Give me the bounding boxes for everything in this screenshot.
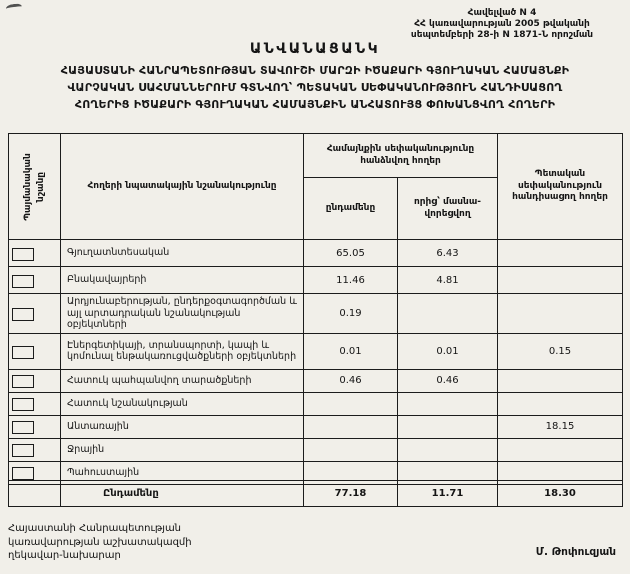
value-of-which [398, 294, 498, 334]
legend-symbol-box [12, 275, 34, 288]
value-state: 18.15 [498, 415, 623, 438]
value-of-which [398, 415, 498, 438]
land-category-label: Էներգետիկայի, տրանսպորտի, կապի և կոմունալ ենթակառուցվածքների օբյեկտների [61, 333, 304, 369]
value-total: 65.05 [304, 240, 398, 267]
subtitle-line: ՀՈՂԵՐԻՑ ԻԾԱՔԱՐԻ ԳՅՈՒՂԱԿԱՆ ՀԱՄԱՅՆՔԻՆ ԱՆՀԱՏՈՒՅՑ ՓՈԽԱՆՑՎՈՂ ՀՈՂԵՐԻ [74, 98, 556, 111]
value-of-which: 0.01 [398, 333, 498, 369]
annex-reference [382, 8, 622, 41]
header-symbol-line1: Պայմանական [22, 152, 33, 221]
value-of-which [398, 438, 498, 461]
table-row [9, 240, 623, 267]
signature-line: ղեկավար-նախարար [8, 550, 121, 561]
table-row [9, 415, 623, 438]
legend-symbol-box [12, 444, 34, 457]
header-total: ընդամենը [304, 178, 398, 240]
land-category-label: Ջրային [61, 438, 304, 461]
subtitle-line: ՎԱՐՉԱԿԱՆ ՍԱՀՄԱՆՆԵՐՈՒՄ ԳՏՆՎՈՂ՝ ՊԵՏԱԿԱՆ ՍԵՓԱԿԱՆՈՒԹՅՈՒՆ ՀԱՆԴԻՍԱՑՈՂ [67, 81, 563, 94]
value-of-which: 4.81 [398, 267, 498, 294]
table-row [9, 438, 623, 461]
header-state-lands: Պետական սեփականություն հանդիսացող հողեր [498, 134, 623, 240]
legend-symbol-cell [9, 294, 61, 334]
value-total [304, 438, 398, 461]
legend-symbol-cell [9, 240, 61, 267]
table-row [9, 333, 623, 369]
value-total: 11.46 [304, 267, 398, 294]
land-category-label: Արդյունաբերության, ընդերքօգտագործման և այլ արտադրական նշանակության օբյեկտների [61, 294, 304, 334]
header-community-lands-group: Համայնքին սեփականությունը հանձնվող հողեր [304, 134, 498, 178]
header-of-which-line2: վորեցվող [424, 208, 471, 219]
value-state [498, 369, 623, 392]
totals-label: Ընդամենը [61, 481, 304, 507]
table-row [9, 294, 623, 334]
legend-symbol-cell [9, 333, 61, 369]
legend-symbol-cell [9, 369, 61, 392]
legend-symbol-cell [9, 438, 61, 461]
value-state [498, 294, 623, 334]
value-state: 0.15 [498, 333, 623, 369]
totals-state: 18.30 [498, 481, 623, 507]
value-total: 0.46 [304, 369, 398, 392]
land-category-label: Հատուկ նշանակության [61, 392, 304, 415]
legend-symbol-box [12, 467, 34, 480]
legend-symbol-cell [9, 415, 61, 438]
header-symbol-line2: նշանը [35, 171, 46, 202]
value-total: 0.01 [304, 333, 398, 369]
value-state [498, 392, 623, 415]
totals-table [8, 480, 623, 507]
legend-symbol-box [12, 346, 34, 359]
land-category-label: Գյուղատնտեսական [61, 240, 304, 267]
land-category-label: Բնակավայրերի [61, 267, 304, 294]
annex-line: Հավելված N 4 [467, 8, 537, 18]
annex-line: սեպտեմբերի 28-ի N 1871-Ն որոշման [410, 30, 594, 40]
header-land-purpose: Հողերի նպատակային նշանակությունը [61, 134, 304, 240]
value-of-which: 0.46 [398, 369, 498, 392]
table-row [9, 392, 623, 415]
totals-symbol-cell [9, 481, 61, 507]
subtitle-line: ՀԱՅԱՍՏԱՆԻ ՀԱՆՐԱՊԵՏՈՒԹՅԱՆ ՏԱՎՈՒՇԻ ՄԱՐԶԻ ԻԾԱՔԱՐԻ ԳՅՈՒՂԱԿԱՆ ՀԱՄԱՅՆՔԻ [60, 64, 570, 77]
scan-artifact-mark [6, 3, 23, 13]
legend-symbol-box [12, 248, 34, 261]
value-of-which: 6.43 [398, 240, 498, 267]
document-title: ԱՆՎԱՆԱՑԱՆԿ [249, 41, 381, 57]
land-category-label: Հատուկ պահպանվող տարածքների [61, 369, 304, 392]
value-state [498, 240, 623, 267]
totals-of-which: 11.71 [398, 481, 498, 507]
legend-symbol-box [12, 398, 34, 411]
table-row [9, 267, 623, 294]
legend-symbol-box [12, 375, 34, 388]
value-total: 0.19 [304, 294, 398, 334]
land-table [8, 133, 623, 485]
signature-line: կառավարության աշխատակազմի [8, 536, 192, 548]
value-state [498, 267, 623, 294]
header-symbol [9, 134, 61, 240]
header-symbol-vertical-text [22, 137, 48, 237]
legend-symbol-box [12, 421, 34, 434]
table-row [9, 369, 623, 392]
legend-symbol-cell [9, 267, 61, 294]
value-total [304, 392, 398, 415]
header-of-which [398, 178, 498, 240]
legend-symbol-box [12, 308, 34, 321]
value-state [498, 438, 623, 461]
value-total [304, 415, 398, 438]
document-subtitle [0, 62, 630, 113]
header-of-which-line1: որից՝ մասնա- [413, 197, 482, 207]
land-category-label: Անտառային [61, 415, 304, 438]
value-of-which [398, 392, 498, 415]
signatory-name: Մ. Թոփուզյան [535, 546, 616, 558]
land-category-label: Պահուստային [61, 461, 304, 484]
signature-line: Հայաստանի Հանրապետության [8, 523, 182, 534]
signature-block [8, 522, 192, 563]
legend-symbol-cell [9, 392, 61, 415]
annex-line: ՀՀ կառավարության 2005 թվականի [414, 19, 590, 29]
totals-row [9, 481, 623, 507]
totals-total: 77.18 [304, 481, 398, 507]
